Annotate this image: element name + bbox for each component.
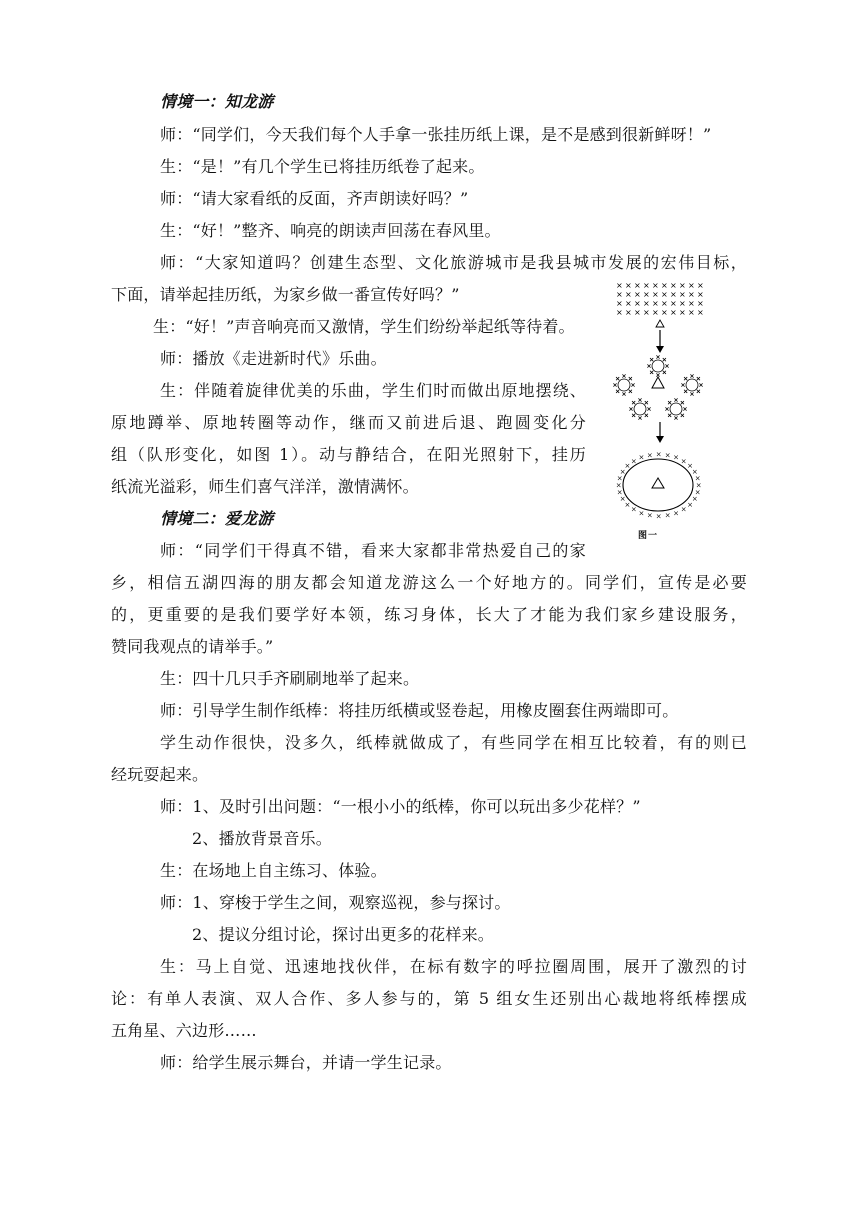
student-mark: × [652,282,659,290]
paragraph-line: 2、提议分组讨论，探讨出更多的花样来。 [192,925,494,944]
student-mark: × [679,290,686,299]
paragraph-line: 师：给学生展示舞台，并请一学生记录。 [160,1053,452,1072]
student-mark: × [630,457,637,466]
teacher-triangle-icon [652,478,664,488]
student-mark [638,416,641,419]
formation-change-diagram-icon [612,282,708,542]
student-mark: × [634,308,641,317]
student-mark [647,407,650,410]
student-mark: × [616,474,623,483]
group-circle [686,379,698,391]
student-mark: × [630,505,637,514]
paragraph-line: 师：“大家知道吗？创建生态型、文化旅游城市是我县城市发展的宏伟目标， [160,253,747,272]
student-mark: × [694,488,701,497]
student-mark [650,358,653,361]
student-mark: × [670,308,677,317]
student-mark [699,383,702,386]
student-mark: × [688,282,695,290]
student-mark [647,364,650,367]
student-mark [622,374,625,377]
figure-caption: 图一 [638,531,659,541]
student-mark [638,398,641,401]
student-mark [616,377,619,380]
paragraph-line: 生：“好！”整齐、响亮的朗读声回荡在春风里。 [160,221,501,240]
student-mark [690,374,693,377]
student-mark [684,377,687,380]
student-mark: × [634,290,641,299]
paragraph-line: 师：“同学们干得真不错，看来大家都非常热爱自己的家 [160,541,586,560]
student-mark: × [643,308,650,317]
student-mark: × [661,308,668,317]
paragraph-line: 五角星、六边形…… [111,1021,257,1040]
student-mark: × [697,299,704,308]
student-mark: × [679,299,686,308]
student-mark [650,371,653,374]
group-circle [670,403,682,415]
student-mark [629,377,632,380]
student-mark: × [673,509,680,518]
arrow-head-icon [656,346,664,353]
student-mark: × [616,308,623,317]
paragraph-line: 生：伴随着旋律优美的乐曲，学生们时而做出原地摆绕、 [160,381,586,400]
student-mark: × [638,453,645,462]
paragraph-line: 生：“是！”有几个学生已将挂历纸卷了起来。 [160,157,485,176]
student-mark [668,401,671,404]
student-mark: × [679,308,686,317]
student-mark: × [697,282,704,290]
student-mark: × [652,299,659,308]
student-mark: × [673,453,680,462]
student-mark: × [661,290,668,299]
section-heading-1: 情境一：知龙游 [160,92,274,111]
arrow-head-icon [656,436,664,443]
student-mark [632,414,635,417]
student-mark: × [624,462,631,471]
big-circle [623,459,693,511]
student-mark [645,414,648,417]
student-mark [629,390,632,393]
paragraph-line: 生：在场地上自主练习、体验。 [160,861,387,880]
student-mark: × [625,282,632,290]
student-mark [629,407,632,410]
paragraph-line: 经玩耍起来。 [111,765,209,784]
paragraph-line: 论：有单人表演、双人合作、多人参与的，第 5 组女生还别出心裁地将纸棒摆成 [111,989,747,1008]
student-mark [674,416,677,419]
student-mark: × [688,299,695,308]
student-mark: × [619,494,626,503]
student-mark: × [638,509,645,518]
student-mark [663,371,666,374]
student-mark [632,401,635,404]
student-mark: × [643,290,650,299]
student-mark: × [652,290,659,299]
student-mark: × [688,308,695,317]
student-mark: × [616,282,623,290]
student-mark: × [615,481,622,490]
student-mark: × [661,299,668,308]
teacher-triangle-icon [652,377,664,388]
student-mark: × [643,282,650,290]
student-mark [697,377,700,380]
student-mark [681,383,684,386]
group-circle [618,379,630,391]
student-mark: × [670,290,677,299]
student-mark: × [616,299,623,308]
student-mark [656,355,659,358]
student-mark: × [646,511,653,520]
paragraph-line: 2、播放背景音乐。 [192,829,332,848]
student-mark [683,407,686,410]
student-mark: × [697,290,704,299]
paragraph-line: 生：四十几只手齐刷刷地举了起来。 [160,669,420,688]
student-mark: × [616,488,623,497]
student-mark: × [670,282,677,290]
teacher-triangle-icon [656,320,664,327]
paragraph-line: 师：播放《走进新时代》乐曲。 [160,349,387,368]
student-mark: × [691,494,698,503]
student-mark [645,401,648,404]
paragraph-line: 师：1、穿梭于学生之间，观察巡视，参与探讨。 [160,893,511,912]
paragraph-line: 的，更重要的是我们要学好本领，练习身体，长大了才能为我们家乡建设服务， [111,605,747,624]
ring-student-marks [616,451,702,521]
student-mark [616,390,619,393]
student-mark: × [680,457,687,466]
student-mark: × [643,299,650,308]
student-mark: × [664,511,671,520]
student-mark: × [655,512,662,521]
student-mark: × [697,308,704,317]
paragraph-line: 学生动作很快，没多久，纸棒就做成了，有些同学在相互比较着，有的则已 [160,733,747,752]
student-mark [690,392,693,395]
student-mark [622,392,625,395]
student-mark: × [680,505,687,514]
student-mark [631,383,634,386]
student-mark: × [634,282,641,290]
student-mark: × [670,299,677,308]
student-mark: × [687,500,693,509]
group-circle [652,360,664,372]
paragraph-line: 生：马上自觉、迅速地找伙伴，在标有数字的呼拉圈周围，展开了激烈的讨 [160,957,747,976]
student-mark [681,401,684,404]
student-mark [681,414,684,417]
student-mark: × [625,290,632,299]
student-mark [674,398,677,401]
paragraph-line: 组（队形变化，如图 1）。动与静结合，在阳光照射下，挂历 [111,445,586,464]
student-mark: × [687,462,693,471]
student-mark [665,364,668,367]
student-mark: × [634,299,641,308]
student-mark: × [688,290,695,299]
student-mark [613,383,616,386]
student-mark: × [664,451,671,460]
student-mark: × [625,308,632,317]
section-heading-2: 情境二：爱龙游 [160,509,274,528]
student-mark: × [695,481,702,490]
student-mark: × [619,468,626,477]
student-mark [697,390,700,393]
student-mark: × [679,282,686,290]
student-mark: × [691,468,698,477]
paragraph-line: 生：“好！”声音响亮而又激情，学生们纷纷举起纸等待着。 [153,317,575,336]
student-mark: × [655,450,662,459]
student-mark [684,390,687,393]
paragraph-line: 纸流光溢彩，师生们喜气洋洋，激情满怀。 [111,477,419,496]
student-mark: × [652,308,659,317]
student-mark: × [646,451,653,460]
student-mark: × [616,290,623,299]
paragraph-line: 下面，请举起挂历纸，为家乡做一番宣传好吗？” [111,285,460,304]
student-mark [665,407,668,410]
student-mark [663,358,666,361]
group-circle [634,403,646,415]
student-mark: × [694,474,701,483]
paragraph-line: 原地蹲举、原地转圈等动作，继而又前进后退、跑圆变化分 [111,413,586,432]
paragraph-line: 乡，相信五湖四海的朋友都会知道龙游这么一个好地方的。同学们，宣传是必要 [111,573,747,592]
paragraph-line: 师：1、及时引出问题：“一根小小的纸棒，你可以玩出多少花样？” [160,797,641,816]
student-mark: × [661,282,668,290]
student-grid-marks [616,282,704,317]
student-mark: × [625,299,632,308]
paragraph-line: 赞同我观点的请举手。” [111,637,274,656]
student-mark [668,414,671,417]
student-mark: × [624,500,631,509]
paragraph-line: 师：“请大家看纸的反面，齐声朗读好吗？” [160,189,469,208]
paragraph-line: 师：“同学们，今天我们每个人手拿一张挂历纸上课，是不是感到很新鲜呀！” [160,125,712,144]
paragraph-line: 师：引导学生制作纸棒：将挂历纸横或竖卷起，用橡皮圈套住两端即可。 [160,701,679,720]
